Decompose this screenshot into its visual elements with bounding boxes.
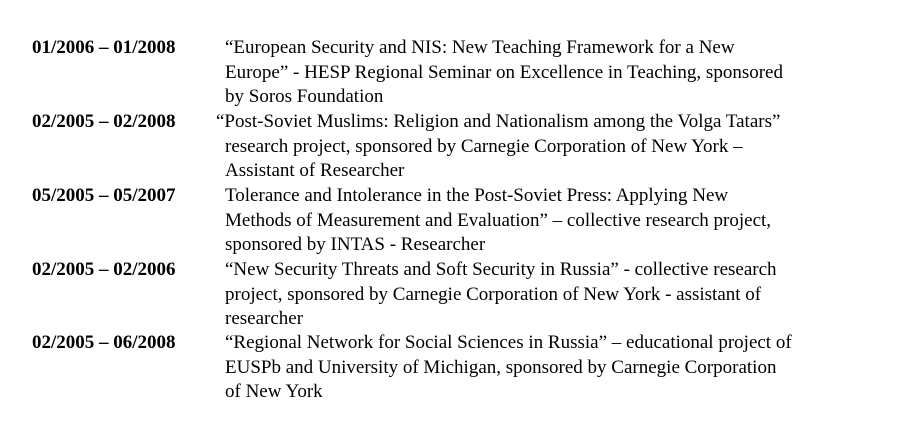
- description-line: Tolerance and Intolerance in the Post-Soviet Press: Applying New: [225, 185, 729, 206]
- project-date-range: 02/2005 – 02/2006: [32, 259, 176, 280]
- description-line: Europe” - HESP Regional Seminar on Excellence in Teaching, sponsored: [225, 61, 783, 83]
- project-description: [225, 184, 885, 258]
- description-line: “Post-Soviet Muslims: Religion and Nationalism among the Volga Tatars”: [216, 111, 781, 132]
- description-line: “New Security Threats and Soft Security in Russia” - collective research: [225, 259, 777, 280]
- description-line: “Regional Network for Social Sciences in Russia” – educational project of: [225, 332, 792, 353]
- description-line: by Soros Foundation: [225, 86, 384, 107]
- description-line: of New York: [225, 381, 323, 402]
- project-date-range: 05/2005 – 05/2007: [32, 185, 176, 206]
- project-date-range: 02/2005 – 02/2008: [32, 111, 176, 132]
- project-description: [216, 110, 885, 184]
- project-description: [225, 36, 885, 110]
- description-line: project, sponsored by Carnegie Corporation of New York - assistant of: [225, 283, 762, 305]
- project-date-range: 01/2006 – 01/2008: [32, 37, 176, 58]
- project-date-range: 02/2005 – 06/2008: [32, 332, 176, 353]
- description-line: researcher: [225, 308, 304, 329]
- project-description: [225, 258, 885, 332]
- description-line: sponsored by INTAS - Researcher: [225, 234, 486, 255]
- description-line: research project, sponsored by Carnegie Corporation of New York –: [225, 135, 743, 157]
- description-line: Methods of Measurement and Evaluation” – collective research project,: [225, 209, 772, 231]
- project-description: [225, 331, 885, 405]
- description-line: “European Security and NIS: New Teaching Framework for a New: [225, 37, 735, 58]
- description-line: EUSPb and University of Michigan, sponsored by Carnegie Corporation: [225, 356, 777, 378]
- description-line: Assistant of Researcher: [225, 160, 405, 181]
